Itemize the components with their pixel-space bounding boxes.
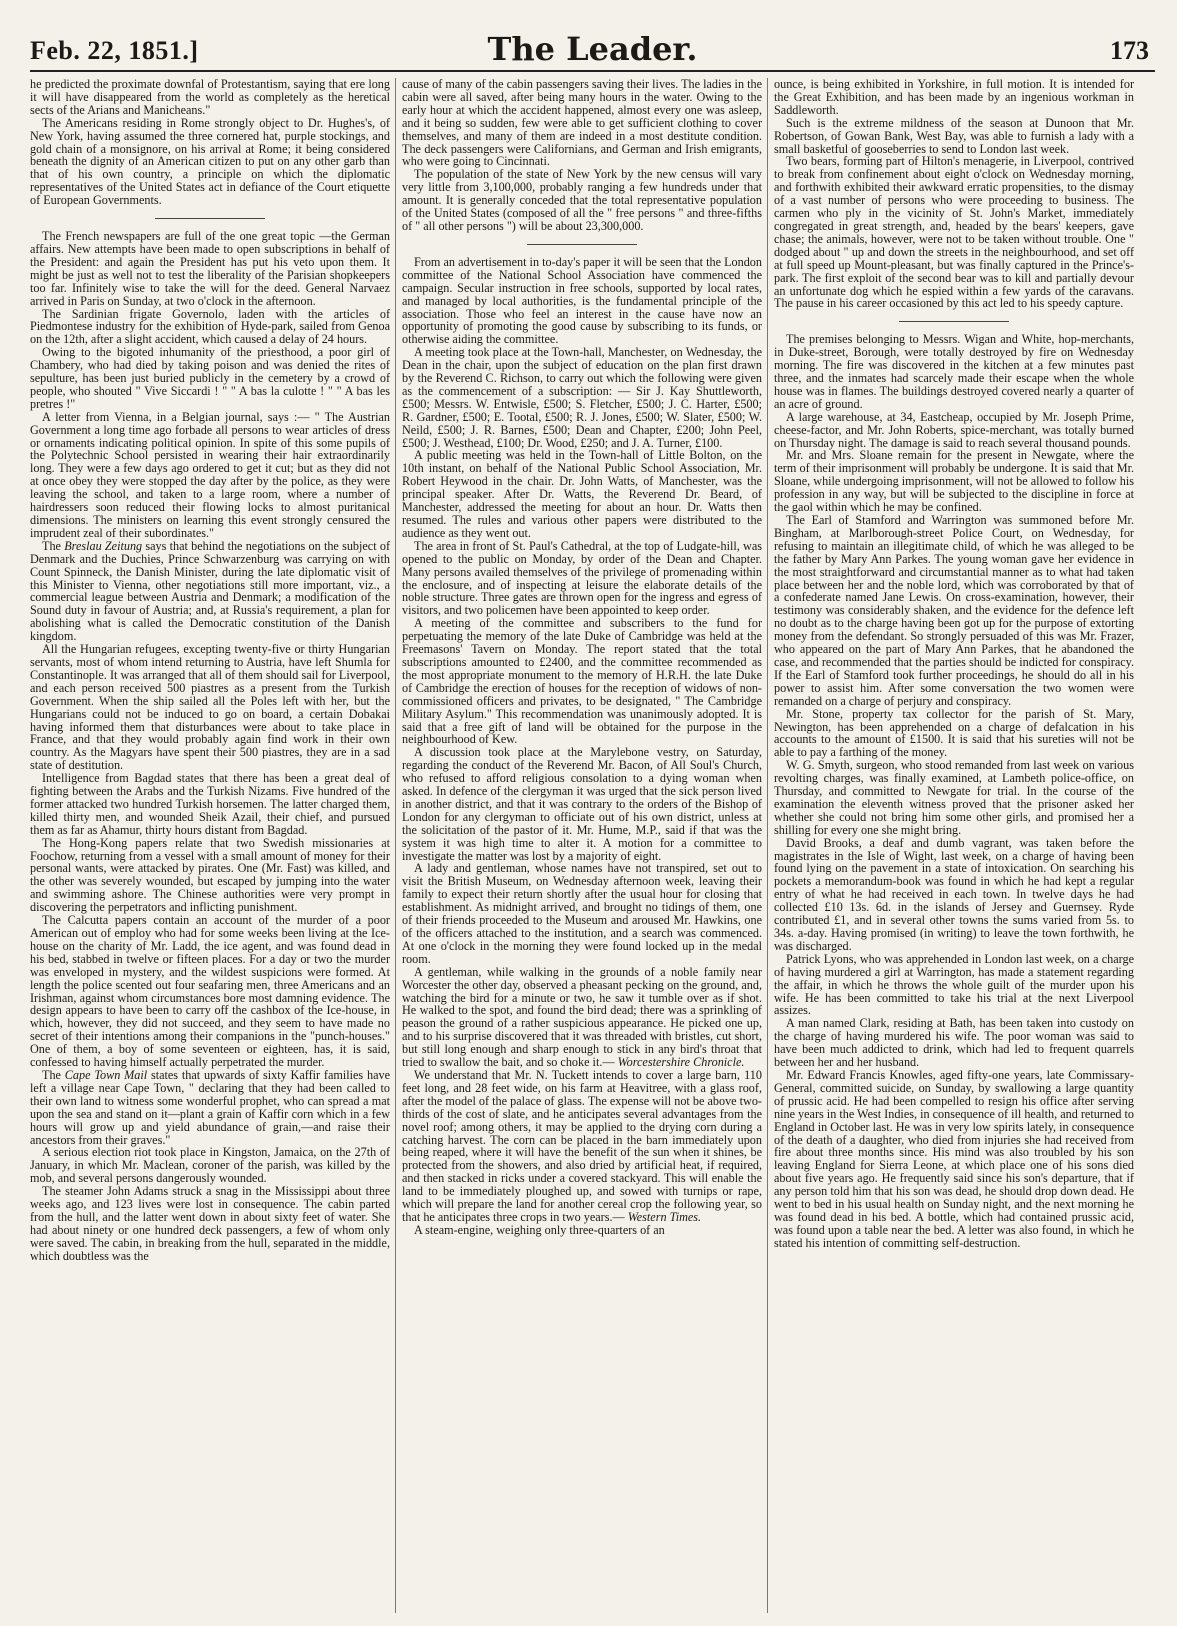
text-run: A gentleman, while walking in the grounds of a noble family near Worcester the other day, observed a pheasant pecking on the ground, and, watching the bird for a minute or two, he saw it tumble over as if shot. He walked to the spot, and found the bird dead; there was a sprinkling of peason the ground of a rather suspicious appearance. He picked one up, and to his surprise discovered that it was threaded with bristles, cut short, but still long enough and sharp enough to stick in any bird's throat that tried to swallow the bait, and so choke it.— (402, 964, 762, 1070)
paragraph: David Brooks, a deaf and dumb vagrant, was taken before the magistrates in the Isle of Wight, last week, on a charge of having been found lying on the pavement in a state of intoxication. On searching his pockets a memorandum-book was found in which he had kept a regular entry of what he had received in each town. In twelve days he had collected £10 13s. 6d. in the islands of Jersey and Guernsey. Ryde contributed £1, and in several other towns the sums varied from 5s. to 34s. a-day. Having promised (in writing) to leave the town forthwith, he was discharged. (774, 835, 1134, 953)
publication-name: Cape Town Mail (64, 1067, 148, 1082)
paragraph: Such is the extreme mildness of the season at Dunoon that Mr. Robertson, of Gowan Bank, West Bay, was able to furnish a lady with a small basketful of gooseberries to send to London last week. (774, 115, 1134, 156)
column-1 (30, 78, 390, 1618)
paragraph: The premises belonging to Messrs. Wigan and White, hop-merchants, in Duke-street, Borough, were totally destroyed by fire on Wednesday morning. The fire was discovered in the kitchen at a few minutes past three, and the inmates had scarcely made their escape when the whole house was in flames. The buildings destroyed covered nearly a quarter of an acre of ground. (774, 332, 1134, 411)
paragraph: Two bears, forming part of Hilton's menagerie, in Liverpool, contrived to break from confinement about eight o'clock on Wednesday morning, and forthwith exhibited their awkward erratic propensities, to the dismay of a vast number of persons who were proceeding to business. The carmen who ply in the vicinity of St. John's Market, immediately congregated in great strength, and, headed by the bears' keepers, gave chase; the animals, however, were not to be taken without trouble. One " dodged about " up and down the streets in the neighbourhood, and set off at full speed up Mount-pleasant, but was finally captured in the Prince's-park. The first exploit of the second bear was to kill and partially devour an unfortunate dog which he espied within a few yards of the caravans. The pause in his career occasioned by this act led to his speedy capture. (774, 154, 1134, 311)
text-run: The (42, 538, 65, 553)
masthead (30, 30, 1155, 72)
paragraph: A steam-engine, weighing only three-quarters of an (414, 1222, 665, 1237)
paragraph: Mr. and Mrs. Sloane remain for the present in Newgate, where the term of their imprisonment will probably be undergone. It is said that Mr. Sloane, while undergoing imprisonment, will not be allowed to follow his profession in any way, but will be subjected to the discipline in force at the gaol within which he may be confined. (774, 448, 1134, 515)
column-rule (395, 78, 396, 1613)
paragraph (402, 1069, 762, 1224)
paragraph: The Earl of Stamford and Warrington was summoned before Mr. Bingham, at Marlborough-street Police Court, on Wednesday, for refusing to maintain an illegitimate child, of which he was alleged to be the father by Mary Ann Parkes. The young woman gave her evidence in the most straightforward and circumstantial manner as to what had taken place between her and the noble lord, which was corroborated by that of a confederate named Jane Lewis. On cross-examination, however, their testimony was considerably shaken, and the evidence for the defence left no doubt as to the charge having been got up for the purpose of extorting money from the defendant. So strongly persuaded of this was Mr. Frazer, who appeared on the part of Mary Ann Parkes, that he abandoned the case, and recommended that the parties should be indicted for conspiracy. If the Earl of Stamford took further proceedings, he should do all in his power to assist him. After some conversation the two women were remanded on a charge of perjury and conspiracy. (774, 513, 1134, 708)
section-rule (527, 244, 637, 245)
text-run: We understand that Mr. N. Tuckett intends to cover a large barn, 110 feet long, and 28 feet wide, on his farm at Heavitree, with a glass roof, after the model of the palace of glass. The expense will not be above two-thirds of the cost of slate, and he anticipates several advantages from the novel roof; among others, it may be applied to the drying corn during a catching harvest. The corn can be placed in the barn immediately upon being reaped, where it will have the benefit of the sun when it shines, be protected from the showers, and also dried by artificial heat, if required, and then stacked in ricks under a covered stackyard. This will enable the land to be immediately ploughed up, and sowed with turnips or rape, which will prepare the land for another cereal crop the following year, so that he anticipates three crops in two years.— (402, 1067, 762, 1224)
newspaper-title: The Leader. (487, 30, 698, 68)
source-credit: Western Times. (627, 1209, 702, 1224)
issue-date: Feb. 22, 1851.] (30, 36, 199, 65)
paragraph: Mr. Stone, property tax collector for the parish of St. Mary, Newington, has been apprehended on a charge of defalcation in his accounts to the amount of £1500. It is said that his sureties will not be able to pay a farthing of the money. (774, 706, 1134, 760)
paragraph: A lady and gentleman, whose names have not transpired, set out to visit the British Museum, on Wednesday afternoon week, leaving their family to expect their return shortly after the usual hour for closing that establishment. As midnight arrived, and brought no tidings of them, one of their friends proceeded to the Museum and aroused Mr. Hawkins, one of the officers attached to the institution, and a search was commenced. At one o'clock in the morning they were found locked up in the medal room. (402, 861, 762, 966)
paragraph: The Calcutta papers contain an account of the murder of a poor American out of employ who had for some weeks been living at the Ice-house on the charity of Mr. Ladd, the ice agent, and was found dead in his bed, stabbed in twelve or fifteen places. For a day or two the murder was enveloped in mystery, and the wildest suspicions were formed. At length the police scented out four seafaring men, three Americans and an Irishman, against whom circumstances bore most damning evidence. The design appears to have been to carry off the cashbox of the Ice-house, in which, however, they did not succeed, and they seem to have made no secret of their intentions among their companions in the "punch-houses." One of them, a boy of some seventeen or eighteen, has, it is said, confessed to having himself actually perpetrated the murder. (30, 913, 390, 1070)
text-run: The (42, 1067, 65, 1082)
paragraph: The Hong-Kong papers relate that two Swedish missionaries at Foochow, returning from a vessel with a small amount of money for their personal wants, were attacked by pirates. One (Mr. Fast) was killed, and the other was severely wounded, but escaped by jumping into the water and swimming ashore. The Chinese authorities were very prompt in discovering the perpetrators and inflicting punishment. (30, 835, 390, 915)
paragraph: A public meeting was held in the Town-hall of Little Bolton, on the 10th instant, on behalf of the National Public School Association, Mr. Robert Heywood in the chair. Dr. John Watts, of Manchester, was the principal speaker. After Dr. Watts, the Reverend Dr. Beard, of Manchester, addressed the meeting for about an hour. Dr. Watts then resumed. The rules and various other papers were distributed to the audience as they went out. (402, 448, 762, 540)
paragraph: Owing to the bigoted inhumanity of the priesthood, a poor girl of Chambery, who had died by taking poison and was denied the rites of sepulture, has been just buried publicly in the cemetery by a crowd of people, who shouted " Vive Siccardi ! " " A bas la culotte ! " " A bas les pretres !" (30, 345, 390, 411)
paragraph: The Americans residing in Rome strongly object to Dr. Hughes's, of New York, having assumed the three cornered hat, purple stockings, and gold chain of a monsignore, on his arrival at Rome; it being considered beneath the dignity of an American citizen to put on any other garb than that of his own country, a principle on which the diplomatic representatives of the United States act in defiance of the Court etiquette of European Governments. (30, 115, 390, 208)
text-run: says that behind the negotiations on the subject of Denmark and the Duchies, Prince Schwarzenburg was carrying on with Count Spinneck, the Danish Minister, during the late diplomatic visit of this Minister to Vienna, other negotiations still more important, viz., a commercial league between Austria and Denmark; a modification of the Sound duty in favour of Austria; and, at Russia's requirement, a plan for abolishing what is called the Democratic constitution of the Danish kingdom. (30, 538, 390, 644)
paragraph: A discussion took place at the Marylebone vestry, on Saturday, regarding the conduct of the Reverend Mr. Bacon, of All Soul's Church, who refused to afford religious consolation to a dying woman when asked. In defence of the clergyman it was urged that the sick person lived in another district, and that it was contrary to the orders of the Bishop of London for any clergyman to officiate out of his own district, unless at the solicitation of the pastor of it. Mr. Hume, M.P., said if that was the system it was high time to alter it. A motion for a committee to investigate the matter was lost by a majority of eight. (402, 745, 762, 863)
publication-name: Breslau Zeitung (64, 538, 143, 553)
paragraph: A serious election riot took place in Kingston, Jamaica, on the 27th of January, in which Mr. Maclean, coroner of the parish, was killed by the mob, and several persons dangerously wounded. (30, 1145, 390, 1186)
paragraph: W. G. Smyth, surgeon, who stood remanded from last week on various revolting charges, was finally examined, at Lambeth police-office, on Thursday, and committed to Newgate for trial. In the course of the examination the eleventh witness proved that the prisoner asked her whether she could not bring him some other girls, and promised her a shilling for every one she might bring. (774, 758, 1134, 837)
section-rule (899, 321, 1009, 322)
paragraph: All the Hungarian refugees, excepting twenty-five or thirty Hungarian servants, most of whom intend returning to Austria, have left Shumla for Constantinople. It was arranged that all of them should sail for Liverpool, and each person received 500 piastres as a present from the Turkish Government. When the ship sailed all the Poles left with her, but the Hungarians could not be induced to go on board, a certain Dobakai having informed them that disturbances were about to take place in France, and that they would probably again find work in their own country. As the Magyars have spent their 500 piastres, they are in a sad state of destitution. (30, 642, 390, 773)
section-rule (155, 218, 265, 219)
paragraph: A letter from Vienna, in a Belgian journal, says :— " The Austrian Government a long time ago forbade all persons to wear articles of dress or ornaments indicating political opinion. In spite of this some pupils of the Polytechnic School persisted in wearing their hair extraordinarily long. They were a few days ago ordered to get it cut; but as they did not at once obey they were stopped the day after by the police, as they were leaving the school, and taken to a large room, where a number of hairdressers soon reduced their flowing locks to almost puritanical dimensions. The ministers on learning this event strongly censured the imprudent zeal of their subordinates." (30, 409, 390, 540)
paragraph: Patrick Lyons, who was apprehended in London last week, on a charge of having murdered a girl at Warrington, has made a statement regarding the affair, in which he throws the whole guilt of the murder upon his wife. He has been committed to take his trial at the next Liverpool assizes. (774, 951, 1134, 1018)
paragraph: A meeting of the committee and subscribers to the fund for perpetuating the memory of the late Duke of Cambridge was held at the Freemasons' Tavern on Monday. The report stated that the total subscriptions amounted to £2400, and the committee recommended as the most appropriate monument to the memory of H.R.H. the late Duke of Cambridge the erection of houses for the reception of widows of non-commissioned officers and privates, to be designated, " The Cambridge Military Asylum." This recommendation was unanimously adopted. It is said that a free gift of land will be obtained for the purpose in the neighbourhood of Kew. (402, 616, 762, 747)
paragraph: The steamer John Adams struck a snag in the Mississippi about three weeks ago, and 123 lives were lost in consequence. The cabin parted from the hull, and the latter went down in about sixty feet of water. She had about ninety or one hundred deck passengers, a few of whom only were saved. The cabin, in breaking from the hull, separated in the middle, which doubtless was the (30, 1184, 390, 1263)
source-credit: Worcestershire Chronicle. (617, 1055, 745, 1070)
column-3 (774, 78, 1134, 1618)
page-number: 173 (1110, 36, 1149, 65)
column-rule (767, 78, 768, 1613)
paragraph: Mr. Edward Francis Knowles, aged fifty-one years, late Commissary-General, committed suicide, on Sunday, by swallowing a large quantity of prussic acid. He had been compelled to resign his office after serving nine years in the West Indies, in consequence of ill health, and returned to England in October last. He was in very low spirits lately, in consequence of the death of a daughter, who died from injuries she had received from fire about three months since. His mind was also troubled by his son leaving England for Sierra Leone, at which place one of his sons died about five years ago. He frequently said since his son's departure, that if any person told him that his son was dead, he should drop down dead. He went to bed in his usual health on Sunday night, and the next morning he was found dead in his bed. A bottle, which had contained prussic acid, was found upon a table near the bed. A letter was also found, in which he stated his intention of committing self-destruction. (774, 1067, 1134, 1250)
paragraph (30, 1069, 390, 1146)
paragraph: The population of the state of New York by the new census will vary very little from 3,100,000, probably ranging a few hundreds under that amount. It is generally conceded that the total representative population of the United States (composed of all the " free persons " and three-fifths of " all other persons ") will be about 23,300,000. (402, 167, 762, 233)
paragraph: he predicted the proximate downfal of Protestantism, saying that ere long it will have disappeared from the world as completely as the heretical sects of the Arians and Manicheans." (30, 78, 390, 117)
paragraph: The area in front of St. Paul's Cathedral, at the top of Ludgate-hill, was opened to the public on Monday, by order of the Dean and Chapter. Many persons availed themselves of the privilege of promenading within the enclosure, and of inspecting at leisure the elaborate details of the noble structure. Three gates are thrown open for the ingress and egress of visitors, and two policemen have been appointed to keep order. (402, 538, 762, 618)
paragraph (30, 540, 390, 643)
paragraph: A meeting took place at the Town-hall, Manchester, on Wednesday, the Dean in the chair, upon the subject of education on the plan first drawn by the Reverend C. Richson, to carry out which the following were given as the commencement of a subscription: — Sir J. Kay Shuttleworth, £500; Messrs. W. Entwisle, £500; S. Fletcher, £500; J. C. Harter, £500; R. Gardner, £500; E. Tootal, £500; R. J. Jones, £500; W. Slater, £500; W. Neild, £500; J. R. Barnes, £500; Dean and Chapter, £200; John Peel, £500; J. Westhead, £100; Dr. Wood, £250; and J. A. Turner, £100. (402, 345, 762, 450)
paragraph: The French newspapers are full of the one great topic —the German affairs. New attempts have been made to open subscriptions in behalf of the President: and again the President has put his veto upon them. It might be just as well not to test the liberality of the Parisian shopkeepers too far. Infinitely wise to take the will for the deed. General Narvaez arrived in Paris on Sunday, at two o'clock in the afternoon. (30, 229, 390, 308)
article-columns (30, 78, 1155, 1618)
paragraph: The Sardinian frigate Governolo, laden with the articles of Piedmontese industry for the exhibition of Hyde-park, sailed from Genoa on the 12th, after a slight accident, which caused a delay of 24 hours. (30, 306, 390, 347)
paragraph: From an advertisement in to-day's paper it will be seen that the London committee of the National School Association have commenced the campaign. Secular instruction in free schools, supported by local rates, and managed by local authorities, is the fundamental principle of the association. Those who feel an interest in the cause have now an opportunity of promoting the good cause by subscribing to its funds, or otherwise aiding the committee. (402, 254, 762, 347)
paragraph: A man named Clark, residing at Bath, has been taken into custody on the charge of having murdered his wife. The poor woman was said to have been much addicted to drink, which had led to frequent quarrels between her and her husband. (774, 1016, 1134, 1070)
text-run: states that upwards of sixty Kaffir families have left a village near Cape Town, " declaring that they had been called to their own land to witness some wonderful prophet, who can spread a mat upon the sea and stand on it—plant a grain of Kaffir corn which in a few hours will grow up and yield abundance of grain,—and raise their ancestors from their graves." (30, 1067, 390, 1147)
paragraph: cause of many of the cabin passengers saving their lives. The ladies in the cabin were all saved, after being many hours in the water. Owing to the early hour at which the accident happened, almost every one was asleep, and it being so sudden, few were able to get sufficient clothing to cover themselves, and many of them are indeed in a most destitute condition. The deck passengers were Californians, and German and Irish emigrants, who were going to Cincinnati. (402, 78, 762, 169)
paragraph (402, 966, 762, 1069)
paragraph: Intelligence from Bagdad states that there has been a great deal of fighting between the Arabs and the Turkish Nizams. Five hundred of the former attacked two hundred Turkish horsemen. The latter charged them, killed thirty men, and wounded Sheik Azail, their chief, and pursued them as far as Ahamur, thirty hours distant from Bagdad. (30, 771, 390, 837)
paragraph: ounce, is being exhibited in Yorkshire, in full motion. It is intended for the Great Exhibition, and has been made by an ingenious workman in Saddleworth. (774, 78, 1134, 117)
paragraph: A large warehouse, at 34, Eastcheap, occupied by Mr. Joseph Prime, cheese-factor, and Mr. John Roberts, spice-merchant, was totally burned on Thursday night. The damage is said to reach several thousand pounds. (774, 409, 1134, 450)
column-2 (402, 78, 762, 1618)
